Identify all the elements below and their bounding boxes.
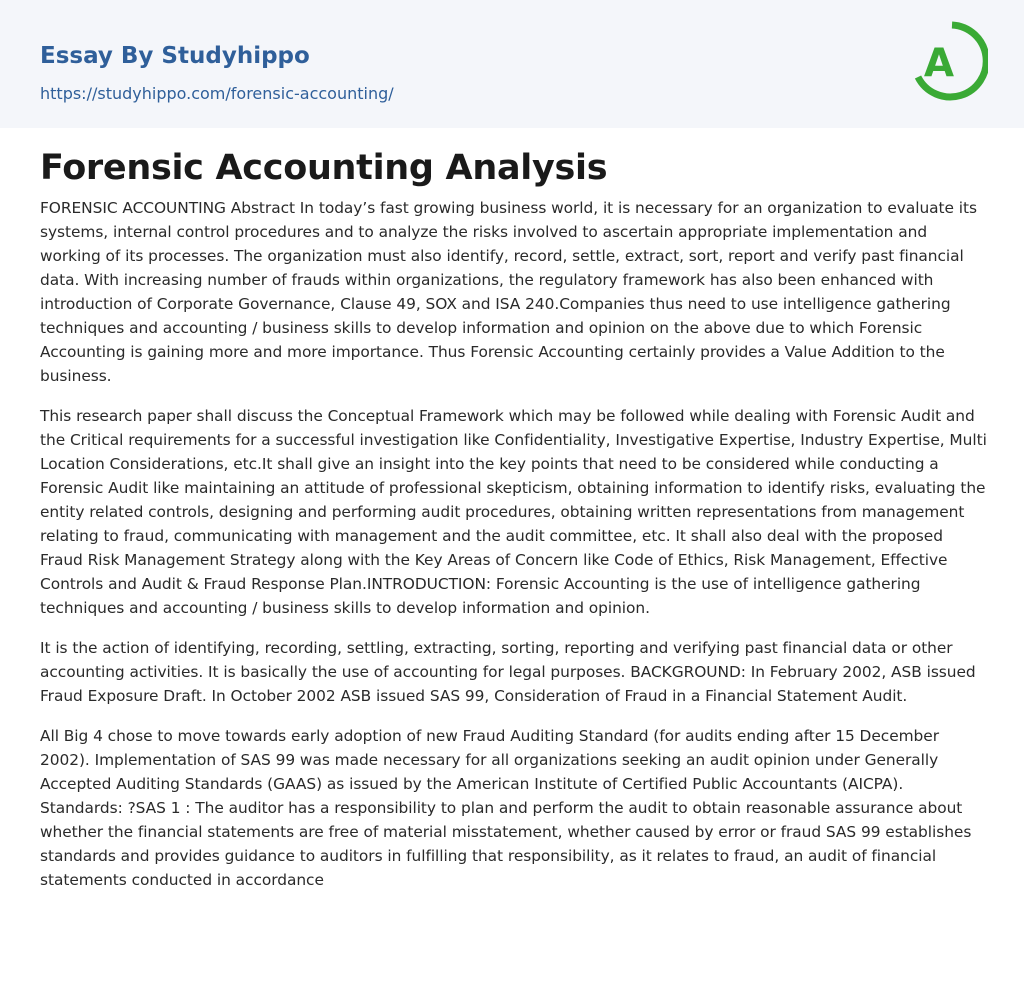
article-url-link[interactable]: https://studyhippo.com/forensic-accounting/	[40, 84, 394, 103]
site-brand[interactable]: Essay By Studyhippo	[40, 43, 310, 69]
article-paragraph-1: FORENSIC ACCOUNTING Abstract In today’s fast growing business world, it is necessary for an organization to evaluate its systems, internal control procedures and to analyze the risks involved to ascertain appropriate implementation and working of its processes. The organization must also identify, record, settle, extract, sort, report and verify past financial data. With increasing number of frauds within organizations, the regulatory framework has also been enhanced with introduction of Corporate Governance, Clause 49, SOX and ISA 240.Companies thus need to use intelligence gathering techniques and accounting / business skills to develop information and opinion on the above due to which Forensic Accounting is gaining more and more importance. Thus Forensic Accounting certainly provides a Value Addition to the business.	[40, 199, 977, 385]
article-paragraph-3: It is the action of identifying, recording, settling, extracting, sorting, reporting and verifying past financial data or other accounting activities. It is basically the use of accounting for legal purposes. BACKGROUND: In February 2002, ASB issued Fraud Exposure Draft. In October 2002 ASB issued SAS 99, Consideration of Fraud in a Financial Statement Audit.	[40, 639, 976, 705]
studyhippo-logo-icon[interactable]	[912, 19, 988, 107]
article-title: Forensic Accounting Analysis	[40, 148, 608, 188]
site-header	[0, 0, 1024, 128]
logo-svg	[912, 19, 988, 107]
logo-letter: A	[923, 41, 955, 86]
article-paragraph-2: This research paper shall discuss the Conceptual Framework which may be followed while dealing with Forensic Audit and the Critical requirements for a successful investigation like Confidentiality, Investigative Expertise, Industry Expertise, Multi Location Considerations, etc.It shall give an insight into the key points that need to be considered while conducting a Forensic Audit like maintaining an attitude of professional skepticism, obtaining information to identify risks, evaluating the entity related controls, designing and performing audit procedures, obtaining written representations from management relating to fraud, communicating with management and the audit committee, etc. It shall also deal with the proposed Fraud Risk Management Strategy along with the Key Areas of Concern like Code of Ethics, Risk Management, Effective Controls and Audit & Fraud Response Plan.INTRODUCTION: Forensic Accounting is the use of intelligence gathering techniques and accounting / business skills to develop information and opinion.	[40, 407, 987, 617]
article	[40, 146, 988, 908]
article-paragraph-4: All Big 4 chose to move towards early adoption of new Fraud Auditing Standard (for audits ending after 15 December 2002). Implementation of SAS 99 was made necessary for all organizations seeking an audit opinion under Generally Accepted Auditing Standards (GAAS) as issued by the American Institute of Certified Public Accountants (AICPA). Standards: ?SAS 1 : The auditor has a responsibility to plan and perform the audit to obtain reasonable assurance about whether the financial statements are free of material misstatement, whether caused by error or fraud SAS 99 establishes standards and provides guidance to auditors in fulfilling that responsibility, as it relates to fraud, an audit of financial statements conducted in accordance	[40, 727, 972, 889]
